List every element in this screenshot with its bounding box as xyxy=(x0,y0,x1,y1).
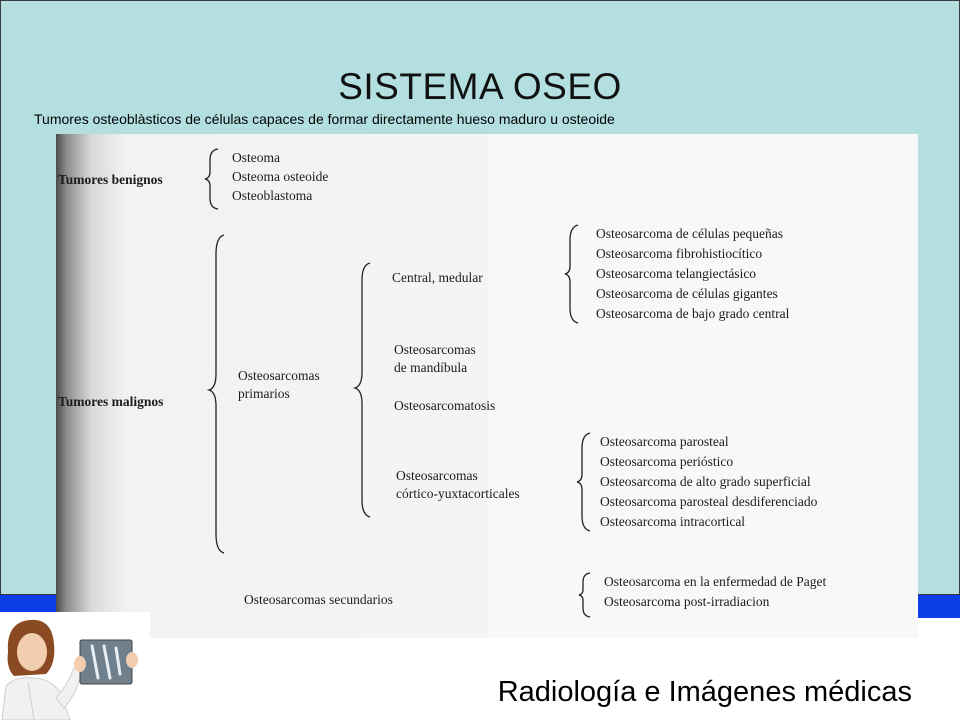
malignant-label: Tumores malignos xyxy=(58,394,164,409)
benign-label: Tumores benignos xyxy=(58,172,163,187)
cortical-item: Osteosarcoma perióstico xyxy=(600,454,734,469)
cortical-label: Osteosarcomas xyxy=(396,468,478,483)
cortical-item: Osteosarcoma intracortical xyxy=(600,514,746,529)
benign-item: Osteoblastoma xyxy=(232,188,313,203)
cortical-item: Osteosarcoma de alto grado superficial xyxy=(600,474,811,489)
cortical-brace xyxy=(576,432,592,532)
osteosarcomatosis-label: Osteosarcomatosis xyxy=(394,398,496,413)
secondary-brace xyxy=(578,572,592,618)
mandible-label: de mandíbula xyxy=(394,360,468,375)
central-label: Central, medular xyxy=(392,270,483,285)
primary-brace xyxy=(354,262,372,518)
slide-title: SISTEMA OSEO xyxy=(338,66,622,107)
central-item: Osteosarcoma de células gigantes xyxy=(596,286,778,301)
central-item: Osteosarcoma telangiectásico xyxy=(596,266,757,281)
scan-page-area xyxy=(488,134,918,638)
mandible-label: Osteosarcomas xyxy=(394,342,476,357)
benign-item: Osteoma xyxy=(232,150,280,165)
footer-title: Radiología e Imágenes médicas xyxy=(497,676,912,708)
benign-brace xyxy=(204,148,220,210)
primary-label: Osteosarcomas xyxy=(238,368,320,383)
secondary-label: Osteosarcomas secundarios xyxy=(244,592,393,607)
doctor-with-xray-illustration xyxy=(0,612,150,720)
central-brace xyxy=(564,224,580,324)
slide-subtitle: Tumores osteoblàsticos de células capaces de formar directamente hueso maduro u osteoide xyxy=(34,111,615,127)
cortical-item: Osteosarcoma parosteal desdiferenciado xyxy=(600,494,818,509)
cortical-label: córtico-yuxtacorticales xyxy=(396,486,520,501)
central-item: Osteosarcoma de bajo grado central xyxy=(596,306,790,321)
scanned-classification-image xyxy=(56,134,918,638)
central-item: Osteosarcoma de células pequeñas xyxy=(596,226,784,241)
benign-item: Osteoma osteoide xyxy=(232,169,329,184)
secondary-item: Osteosarcoma en la enfermedad de Paget xyxy=(604,574,827,589)
cortical-item: Osteosarcoma parosteal xyxy=(600,434,729,449)
primary-label: primarios xyxy=(238,386,290,401)
central-item: Osteosarcoma fibrohistiocítico xyxy=(596,246,763,261)
malignant-brace xyxy=(208,234,226,554)
secondary-item: Osteosarcoma post-irradiacion xyxy=(604,594,770,609)
